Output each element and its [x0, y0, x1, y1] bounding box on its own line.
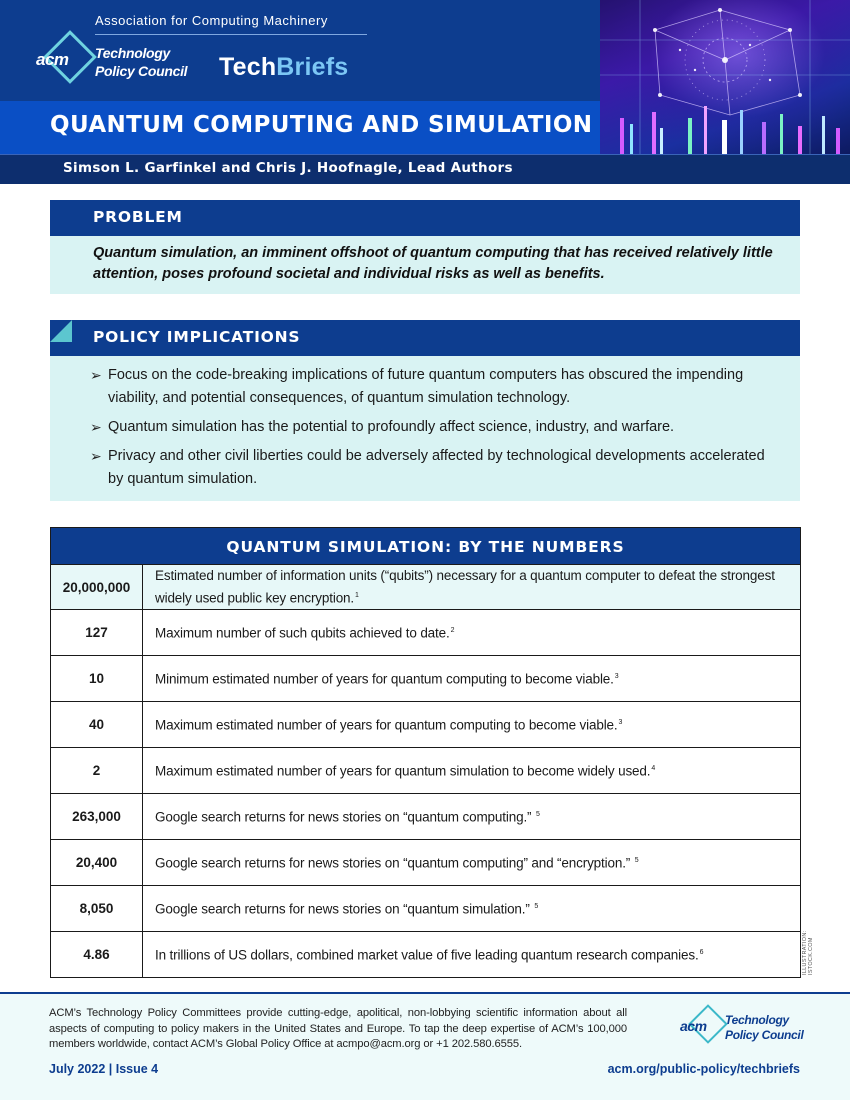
- footnote-ref: 5: [536, 811, 540, 819]
- council-line-2: Policy Council: [95, 63, 188, 79]
- page-title: QUANTUM COMPUTING AND SIMULATION: [50, 112, 593, 138]
- numbers-table: [50, 527, 801, 978]
- council-name: [95, 44, 187, 80]
- problem-header: [50, 200, 800, 236]
- table-row: [51, 793, 800, 839]
- quantum-illustration: [600, 0, 850, 154]
- arrow-bullet-icon: ➢: [90, 367, 102, 383]
- row-value: 20,000,000: [51, 565, 143, 609]
- table-row: [51, 701, 800, 747]
- row-description: [143, 932, 800, 977]
- acm-logo-text: acm: [36, 50, 69, 69]
- row-text: Maximum number of such qubits achieved to date.: [155, 625, 450, 641]
- brand-tech: Tech: [219, 53, 277, 81]
- problem-heading: PROBLEM: [93, 208, 183, 226]
- row-description: [143, 565, 800, 609]
- techbriefs-brand: [219, 53, 348, 82]
- org-name: Association for Computing Machinery: [95, 13, 328, 28]
- table-row: [51, 839, 800, 885]
- table-row: [51, 931, 800, 977]
- table-row: [51, 609, 800, 655]
- arrow-bullet-icon: ➢: [90, 448, 102, 464]
- footnote-ref: 5: [634, 857, 639, 865]
- row-text: Estimated number of information units (“qubits”) necessary for a quantum computer to defeat the strongest widely used public key encryption.: [155, 567, 775, 606]
- numbers-heading: QUANTUM SIMULATION: BY THE NUMBERS: [226, 538, 625, 556]
- footnote-ref: 5: [534, 903, 539, 911]
- footer-url-link[interactable]: acm.org/public-policy/techbriefs: [607, 1062, 800, 1076]
- quantum-circuit-art-icon: [600, 0, 850, 154]
- footer: [0, 992, 850, 1100]
- row-value: 8,050: [51, 886, 143, 931]
- table-row: [51, 564, 800, 609]
- footnote-ref: 3: [618, 719, 623, 727]
- policy-item: [90, 445, 780, 491]
- row-description: [143, 610, 800, 655]
- illustration-credit: ILLUSTRATION: ISTOCK.COM: [802, 930, 814, 975]
- row-description: [143, 748, 800, 793]
- problem-statement: Quantum simulation, an imminent offshoot of quantum computing that has received relatively little attention, poses profound societal and individual risks as well as benefits.: [93, 245, 773, 282]
- row-description: [143, 794, 800, 839]
- row-description: [143, 702, 800, 747]
- brand-briefs: Briefs: [276, 53, 349, 81]
- footer-council-line-1: Technology: [725, 1013, 789, 1027]
- table-row: [51, 655, 800, 701]
- row-text: In trillions of US dollars, combined market value of five leading quantum research companies.: [155, 947, 699, 963]
- row-value: 4.86: [51, 932, 143, 977]
- row-description: [143, 840, 800, 885]
- row-text: Minimum estimated number of years for quantum computing to become viable.: [155, 671, 614, 687]
- footnote-ref: 4: [651, 765, 656, 773]
- row-value: 263,000: [51, 794, 143, 839]
- row-text: Maximum estimated number of years for quantum computing to become viable.: [155, 717, 618, 733]
- table-row: [51, 747, 800, 793]
- authors-line: Simson L. Garfinkel and Chris J. Hoofnagle, Lead Authors: [63, 160, 513, 176]
- arrow-bullet-icon: ➢: [90, 419, 102, 435]
- numbers-table-header: [51, 528, 800, 564]
- row-value: 40: [51, 702, 143, 747]
- footnote-ref: 6: [699, 949, 704, 957]
- policy-item: [90, 364, 780, 410]
- policy-item-text: Privacy and other civil liberties could be adversely affected by technological developments accelerated by quantum simulation.: [108, 448, 765, 487]
- row-text: Maximum estimated number of years for quantum simulation to become widely used.: [155, 763, 651, 779]
- footer-council-line-2: Policy Council: [725, 1028, 804, 1042]
- row-value: 127: [51, 610, 143, 655]
- policy-header: [50, 320, 800, 356]
- row-value: 20,400: [51, 840, 143, 885]
- corner-accent-icon: [50, 320, 72, 342]
- row-description: [143, 886, 800, 931]
- policy-item-text: Focus on the code-breaking implications of future quantum computers has obscured the impending viability, and potential consequences, of quantum simulation technology.: [108, 367, 744, 406]
- row-description: [143, 656, 800, 701]
- policy-item: [90, 416, 780, 439]
- footer-council-name: [725, 1013, 803, 1043]
- problem-box: [50, 236, 800, 294]
- row-text: Google search returns for news stories on “quantum computing” and “encryption.”: [155, 855, 631, 871]
- footnote-ref: 1: [355, 591, 359, 599]
- footnote-ref: 2: [450, 627, 455, 635]
- footnote-ref: 3: [614, 673, 619, 681]
- policy-box: [50, 356, 800, 501]
- header-divider: [95, 34, 367, 35]
- row-value: 2: [51, 748, 143, 793]
- policy-heading: POLICY IMPLICATIONS: [93, 328, 301, 346]
- row-text: Google search returns for news stories on “quantum simulation.”: [155, 901, 530, 917]
- council-line-1: Technology: [95, 45, 171, 61]
- footer-date-issue: July 2022 | Issue 4: [49, 1062, 159, 1076]
- policy-item-text: Quantum simulation has the potential to profoundly affect science, industry, and warfare.: [108, 419, 675, 435]
- table-row: [51, 885, 800, 931]
- row-value: 10: [51, 656, 143, 701]
- footer-blurb: ACM’s Technology Policy Committees provide cutting-edge, apolitical, non-lobbying scientific information about all aspects of computing to policy makers in the United States and Europe. To tap the deep expertise of ACM’s 100,000 members worldwide, contact ACM’s Global Policy Office at acmpo@acm.org or +1 202.580.6555.: [49, 1007, 627, 1050]
- footer-acm-logo-text: acm: [680, 1018, 707, 1034]
- row-text: Google search returns for news stories on “quantum computing.”: [155, 809, 532, 825]
- policy-list: [90, 364, 780, 497]
